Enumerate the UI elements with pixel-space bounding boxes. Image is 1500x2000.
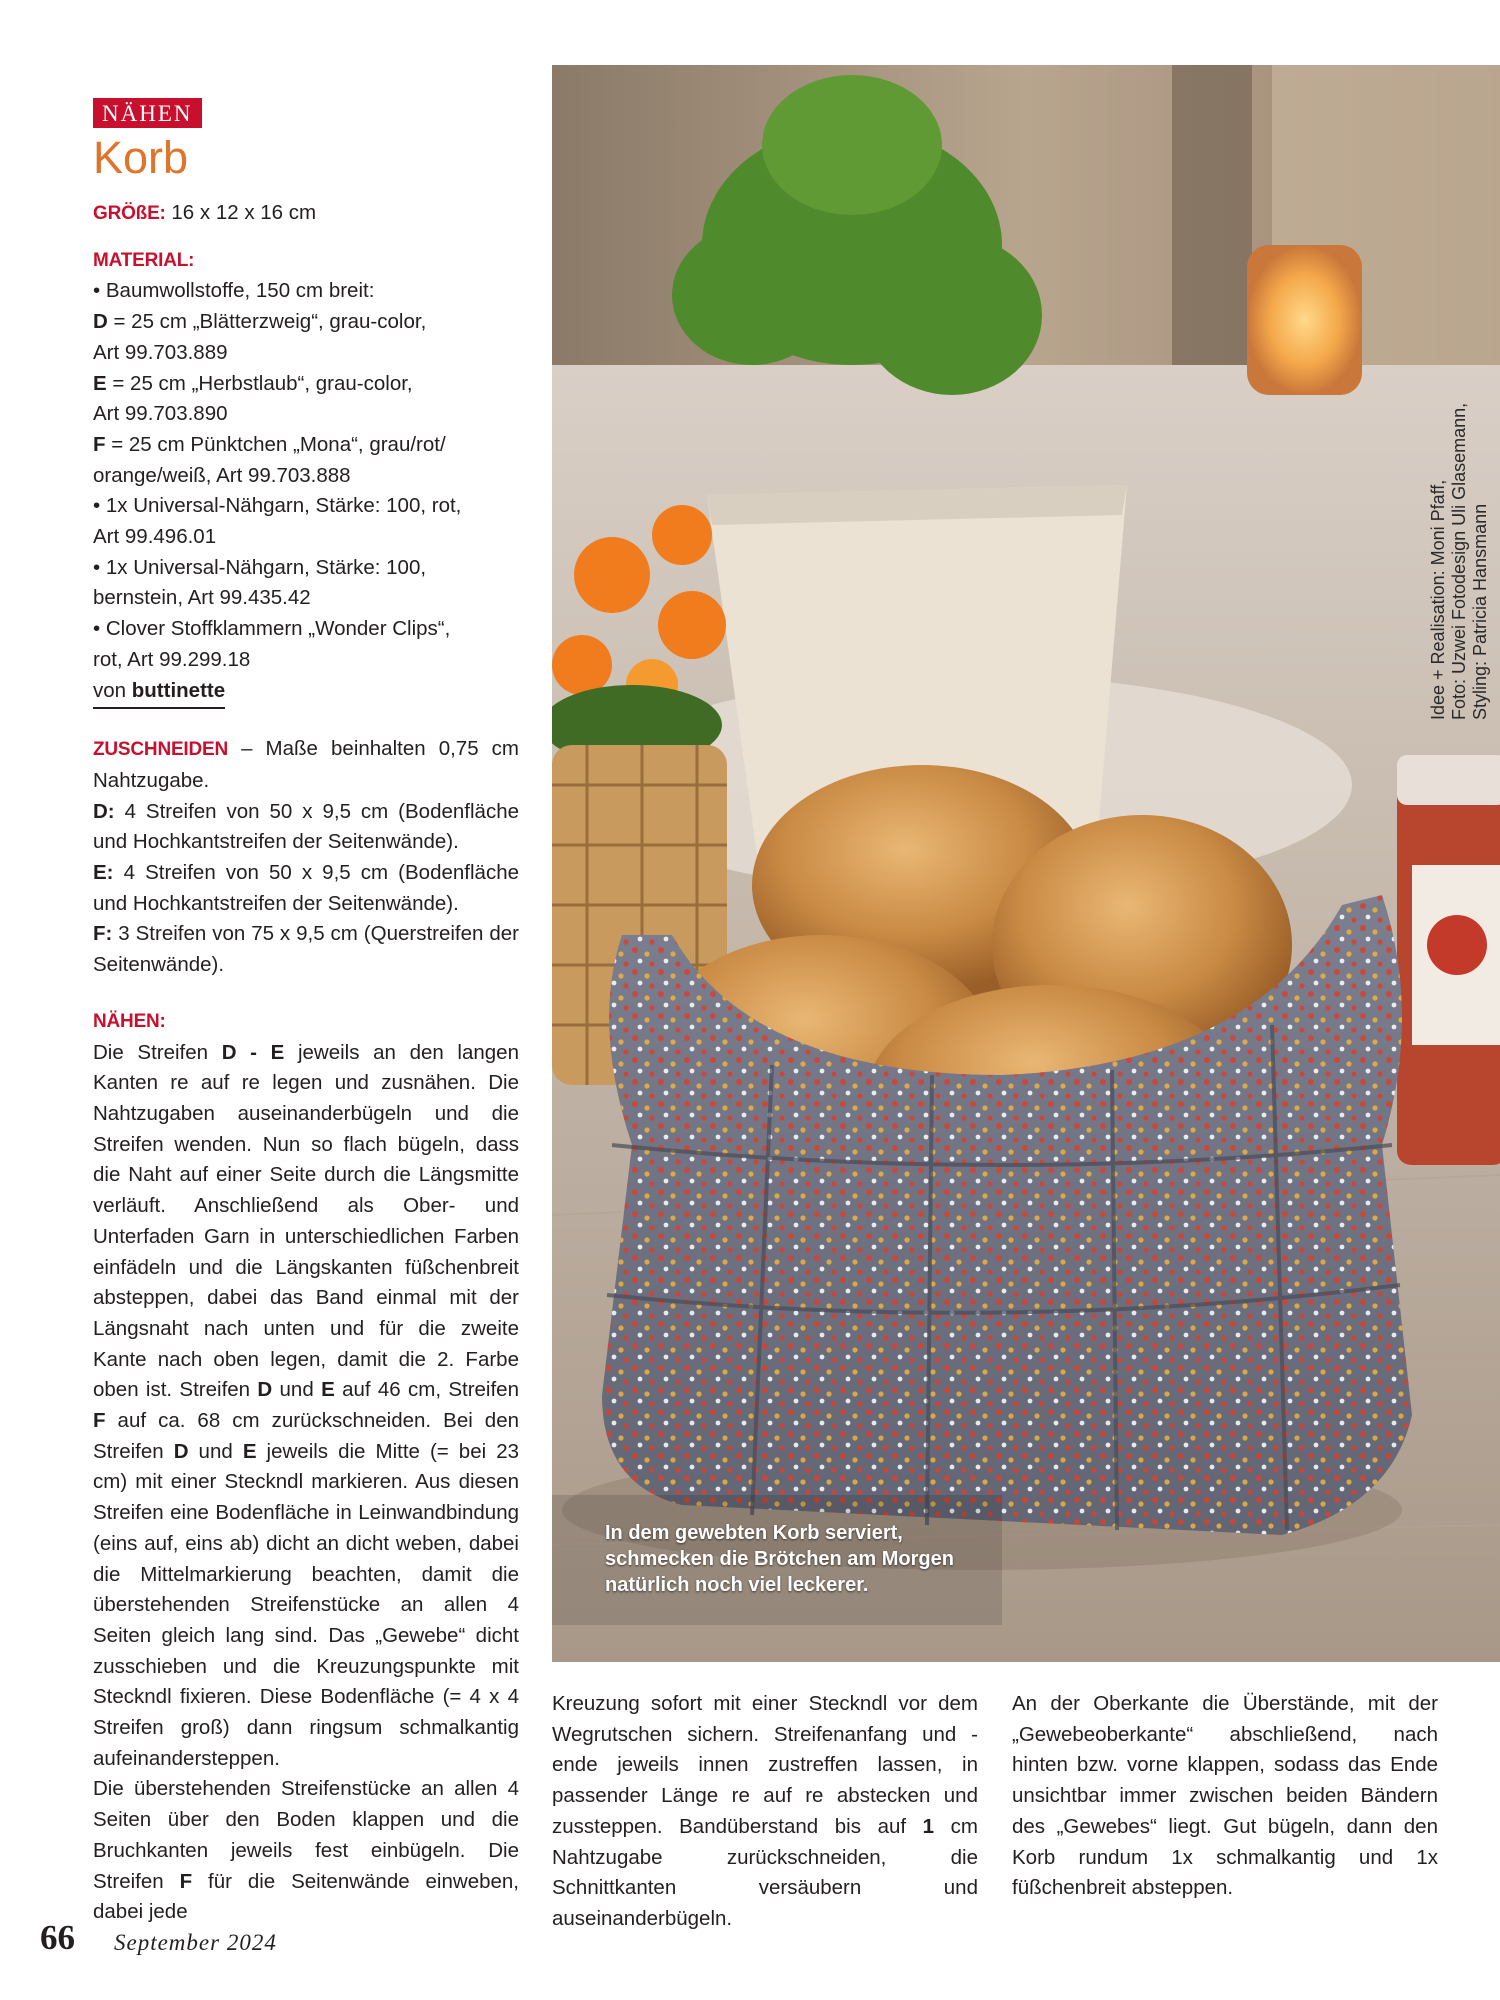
section-kicker: NÄHEN: [93, 98, 202, 128]
material-e-art: Art 99.703.890: [93, 402, 228, 426]
size-line: [93, 198, 519, 230]
col2-paragraph: Kreuzung sofort mit einer Steckndl vor dem Wegrutschen sichern. Streifenanfang und -ende jeweils innen zustreffen lassen, in passender Länge re auf re abstecken und zussteppen. Bandüberstand bis auf 1 cm Nahtzugabe zurückschneiden, die Schnittkanten versäubern und auseinanderbügeln.: [552, 1692, 978, 1930]
material-label: MATERIAL:: [93, 249, 195, 271]
photo-credit: Idee + Realisation: Moni Pfaff, Foto: Uzwei Fotodesign Uli Glasemann, Styling: Patricia Hansmann: [1428, 402, 1490, 720]
col3-paragraph: An der Oberkante die Überstände, mit der „Gewebeoberkante“ abschließend, nach hinten bzw. vorne klappen, sodass das Ende unsichtbar immer zwischen beiden Bändern des „Gewebes“ liegt. Gut bügeln, dann den Korb rundum 1x schmalkantig und 1x füßchenbreit absteppen.: [1012, 1692, 1438, 1900]
material-yarn-amber-art: bernstein, Art 99.435.42: [93, 586, 311, 610]
material-f: F = 25 cm Pünktchen „Mona“, grau/rot/: [93, 432, 446, 456]
cut-f: F: 3 Streifen von 75 x 9,5 cm (Querstreifen der Seitenwände).: [93, 922, 519, 977]
material-fabric-line: • Baumwollstoffe, 150 cm breit:: [93, 279, 375, 303]
left-column: [93, 98, 519, 1928]
material-clips: • Clover Stoffklammern „Wonder Clips“,: [93, 617, 451, 641]
material-yarn-red: • 1x Universal-Nähgarn, Stärke: 100, rot,: [93, 494, 462, 518]
page-number: 66: [40, 1918, 75, 1957]
material-d: D = 25 cm „Blätterzweig“, grau-color,: [93, 310, 427, 334]
issue-date: September 2024: [114, 1930, 277, 1955]
text-column-2: [552, 1689, 978, 1935]
sew-label: NÄHEN:: [93, 1010, 166, 1032]
material-yarn-red-art: Art 99.496.01: [93, 525, 217, 549]
material-block: [93, 245, 519, 710]
cut-intro: ZUSCHNEIDEN – Maße beinhalten 0,75 cm Nahtzugabe.: [93, 737, 519, 792]
cut-block: [93, 734, 519, 981]
size-label: GRÖßE:: [93, 203, 166, 224]
cut-label: ZUSCHNEIDEN: [93, 739, 229, 761]
text-column-3: [1012, 1689, 1438, 1904]
sew-paragraph-2: Die überstehenden Streifenstücke an allen 4 Seiten über den Boden klappen und die Bruchkanten jeweils fest einbügeln. Die Streifen F für die Seitenwände einweben, dabei jede: [93, 1777, 519, 1924]
page-title: Korb: [93, 132, 189, 183]
cut-e: E: 4 Streifen von 50 x 9,5 cm (Bodenfläche und Hochkantstreifen der Seitenwände).: [93, 861, 519, 915]
photo-caption: In dem gewebten Korb serviert, schmecken die Brötchen am Morgen natürlich noch viel leckerer.: [605, 1522, 954, 1596]
cut-d: D: 4 Streifen von 50 x 9,5 cm (Bodenfläche und Hochkantstreifen der Seitenwände).: [93, 799, 519, 854]
brand-name: buttinette: [131, 678, 226, 702]
sew-block: [93, 1006, 519, 1928]
product-photo: [552, 65, 1500, 1662]
material-clips-art: rot, Art 99.299.18: [93, 647, 251, 671]
sew-paragraph-1: Die Streifen D - E jeweils an den langen Kanten re auf re legen und zusnähen. Die Nahtzugaben auseinanderbügeln und die Streifen wenden. Nun so flach bügeln, dass die Naht auf einer Seite durch die Längsmitte verläuft. Anschließend als Ober- und Unterfaden Garn in unterschiedlichen Farben einfädeln und die Längskanten füßchenbreit absteppen, dabei das Band einmal mit der Längsnaht nach unten und für die zweite Kante nach oben legen, damit die 2. Farbe oben ist. Streifen D und E auf 46 cm, Streifen F auf ca. 68 cm zurückschneiden. Bei den Streifen D und E jeweils die Mitte (= bei 23 cm) mit einer Steckndl markieren. Aus diesen Streifen eine Bodenfläche in Leinwandbindung (eins auf, eins ab) dicht an dicht weben, dabei die Mittelmarkierung beachten, damit die überstehenden Streifenstücke an allen 4 Seiten gleich lang sind. Das „Gewebe“ dicht zusschieben und die Kreuzungspunkte mit Steckndl fixieren. Diese Bodenfläche (= 4 x 4 Streifen groß) dann ringsum schmalkantig aufeinandersteppen.: [93, 1040, 519, 1770]
material-e: E = 25 cm „Herbstlaub“, grau-color,: [93, 371, 413, 395]
size-value: 16 x 12 x 16 cm: [171, 201, 317, 224]
material-d-art: Art 99.703.889: [93, 340, 228, 364]
material-brand-line: von buttinette: [93, 676, 519, 710]
material-f-art: orange/weiß, Art 99.703.888: [93, 463, 351, 487]
material-yarn-amber: • 1x Universal-Nähgarn, Stärke: 100,: [93, 555, 427, 579]
